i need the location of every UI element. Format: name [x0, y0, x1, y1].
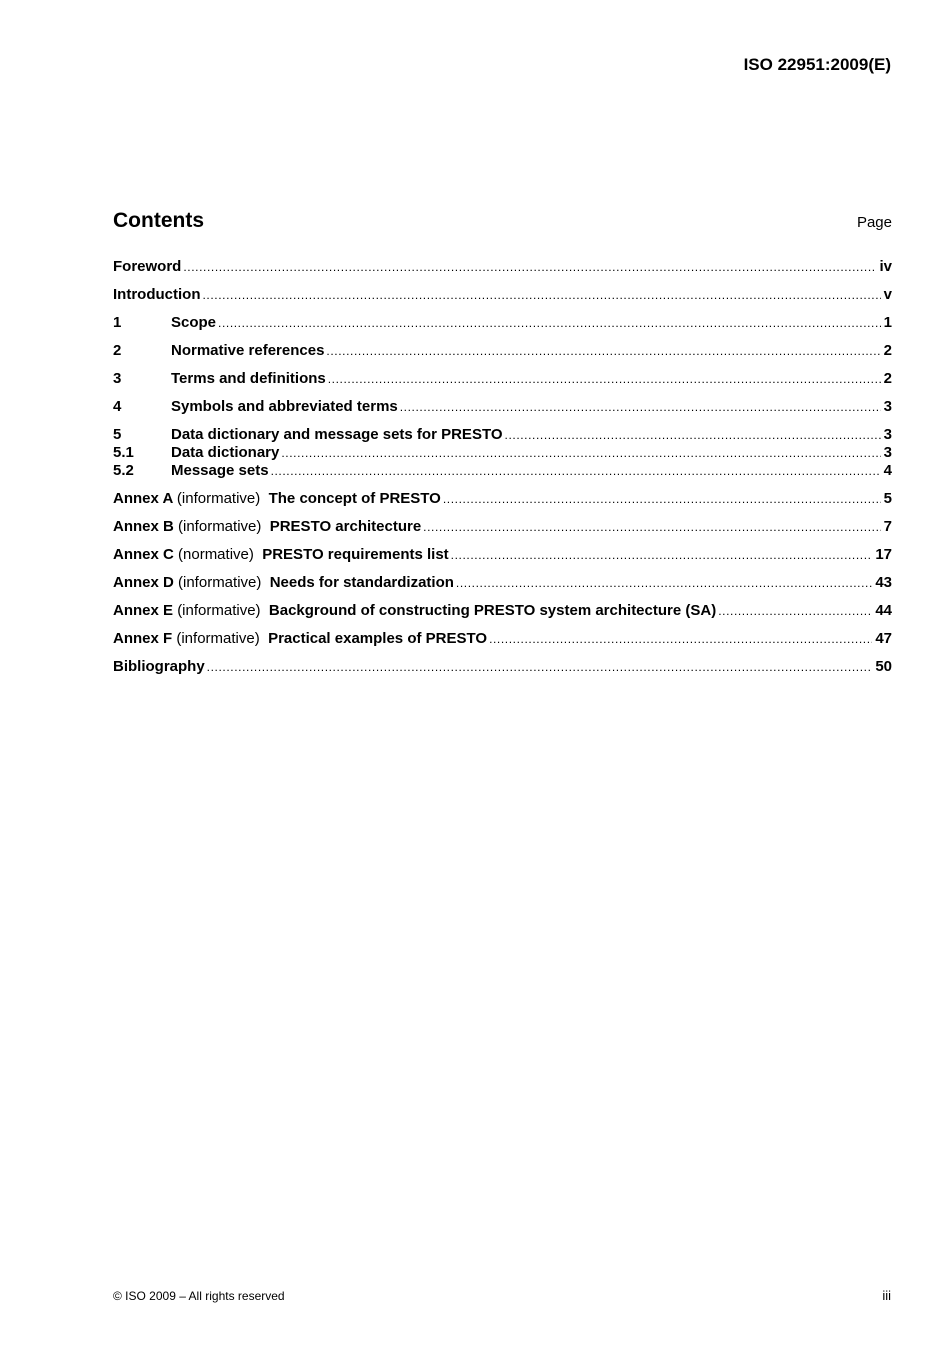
annex-title: Needs for standardization: [269, 574, 454, 591]
toc-entry-annex-a[interactable]: [113, 490, 892, 508]
toc-entry-number: 1: [113, 314, 122, 331]
toc-leader-dots: [456, 574, 872, 592]
annex-label: Annex C: [113, 546, 174, 563]
toc-entry-symbols[interactable]: [113, 398, 892, 416]
toc-entry-page: 1: [883, 314, 892, 331]
toc-entry-number: 4: [113, 398, 122, 415]
toc-entry-page: 4: [883, 462, 892, 479]
annex-label: Annex A: [113, 490, 173, 507]
toc-entry-title: Bibliography: [113, 658, 205, 675]
toc-heading: [113, 209, 892, 233]
toc-entry-number: 5.2: [113, 462, 134, 479]
annex-kind: (informative): [176, 630, 260, 647]
toc-entry-page: 43: [875, 574, 892, 591]
annex-title: Practical examples of PRESTO: [268, 630, 488, 647]
toc-leader-dots: [281, 444, 880, 462]
toc-entry-page: 2: [883, 342, 892, 359]
toc-entry-page: 7: [883, 518, 892, 535]
toc-entry-number: 2: [113, 342, 122, 359]
toc-entry-page: v: [883, 286, 892, 303]
toc-entry-number: 3: [113, 370, 122, 387]
toc-leader-dots: [207, 658, 873, 676]
toc-annex-title: [113, 574, 454, 592]
toc-entry-introduction[interactable]: [113, 286, 892, 304]
toc-annex-title: [113, 546, 449, 564]
annex-title: PRESTO architecture: [269, 518, 422, 535]
toc-entry-bibliography[interactable]: [113, 658, 892, 676]
toc-entry-title: Data dictionary: [171, 444, 280, 461]
toc-entry-title: Foreword: [113, 258, 182, 275]
toc-leader-dots: [202, 286, 880, 304]
toc-entry-title: Terms and definitions: [171, 370, 326, 387]
toc-annex-title: [113, 490, 441, 508]
toc-entry-title: Data dictionary and message sets for PRESTO: [171, 426, 503, 443]
toc-leader-dots: [505, 426, 881, 444]
annex-title: Background of constructing PRESTO system architecture (SA): [268, 602, 717, 619]
toc-leader-dots: [423, 518, 880, 536]
toc-entry-scope[interactable]: [113, 314, 892, 332]
toc-entry-annex-e[interactable]: [113, 602, 892, 620]
toc-entry-title: Message sets: [171, 462, 269, 479]
toc-annex-title: [113, 518, 421, 536]
toc-entry-annex-d[interactable]: [113, 574, 892, 592]
toc-leader-dots: [489, 630, 872, 648]
toc-entry-annex-f[interactable]: [113, 630, 892, 648]
toc-entry-title: Symbols and abbreviated terms: [171, 398, 398, 415]
annex-kind: (informative): [178, 574, 262, 591]
toc-entry-page: 50: [875, 658, 892, 675]
toc-entry-foreword[interactable]: [113, 258, 892, 276]
annex-kind: (informative): [178, 518, 262, 535]
toc-title: Contents: [113, 209, 204, 232]
footer-copyright: © ISO 2009 – All rights reserved: [113, 1289, 285, 1303]
toc-entry-number: 5: [113, 426, 122, 443]
toc-entry-data-dictionary-and-message-sets[interactable]: [113, 426, 892, 444]
toc-entry-page: 47: [875, 630, 892, 647]
footer-page-number: iii: [882, 1288, 891, 1303]
toc-entry-page: 3: [883, 444, 892, 461]
toc-leader-dots: [328, 370, 881, 388]
annex-label: Annex D: [113, 574, 174, 591]
toc-leader-dots: [443, 490, 881, 508]
toc-entry-title: Introduction: [113, 286, 201, 303]
annex-title: The concept of PRESTO: [268, 490, 441, 507]
toc-entry-page: 3: [883, 426, 892, 443]
annex-title: PRESTO requirements list: [262, 546, 449, 563]
annex-kind: (normative): [178, 546, 254, 563]
annex-label: Annex B: [113, 518, 174, 535]
annex-kind: (informative): [177, 602, 261, 619]
document-id: ISO 22951:2009(E): [743, 55, 891, 74]
toc-leader-dots: [271, 462, 881, 480]
toc-entry-page: 5: [883, 490, 892, 507]
toc-entry-page: 44: [875, 602, 892, 619]
toc-leader-dots: [451, 546, 873, 564]
toc-entry-data-dictionary[interactable]: [113, 444, 892, 462]
toc-leader-dots: [183, 258, 876, 276]
toc-entry-page: 3: [883, 398, 892, 415]
toc-leader-dots: [326, 342, 880, 360]
toc-annex-title: [113, 630, 487, 648]
toc-entry-terms-and-definitions[interactable]: [113, 370, 892, 388]
toc-leader-dots: [218, 314, 881, 332]
toc-entry-page: iv: [879, 258, 892, 275]
table-of-contents: [113, 258, 892, 676]
toc-entry-message-sets[interactable]: [113, 462, 892, 480]
toc-entry-annex-c[interactable]: [113, 546, 892, 564]
annex-kind: (informative): [176, 490, 261, 507]
toc-entry-page: 17: [875, 546, 892, 563]
toc-entry-annex-b[interactable]: [113, 518, 892, 536]
toc-entry-normative-references[interactable]: [113, 342, 892, 360]
toc-entry-page: 2: [883, 370, 892, 387]
annex-label: Annex F: [113, 630, 173, 647]
toc-leader-dots: [718, 602, 872, 620]
toc-entry-title: Scope: [171, 314, 217, 331]
toc-entry-number: 5.1: [113, 444, 134, 461]
annex-label: Annex E: [113, 602, 174, 619]
toc-page-label: Page: [856, 214, 892, 231]
toc-annex-title: [113, 602, 716, 620]
toc-leader-dots: [400, 398, 881, 416]
toc-entry-title: Normative references: [171, 342, 325, 359]
